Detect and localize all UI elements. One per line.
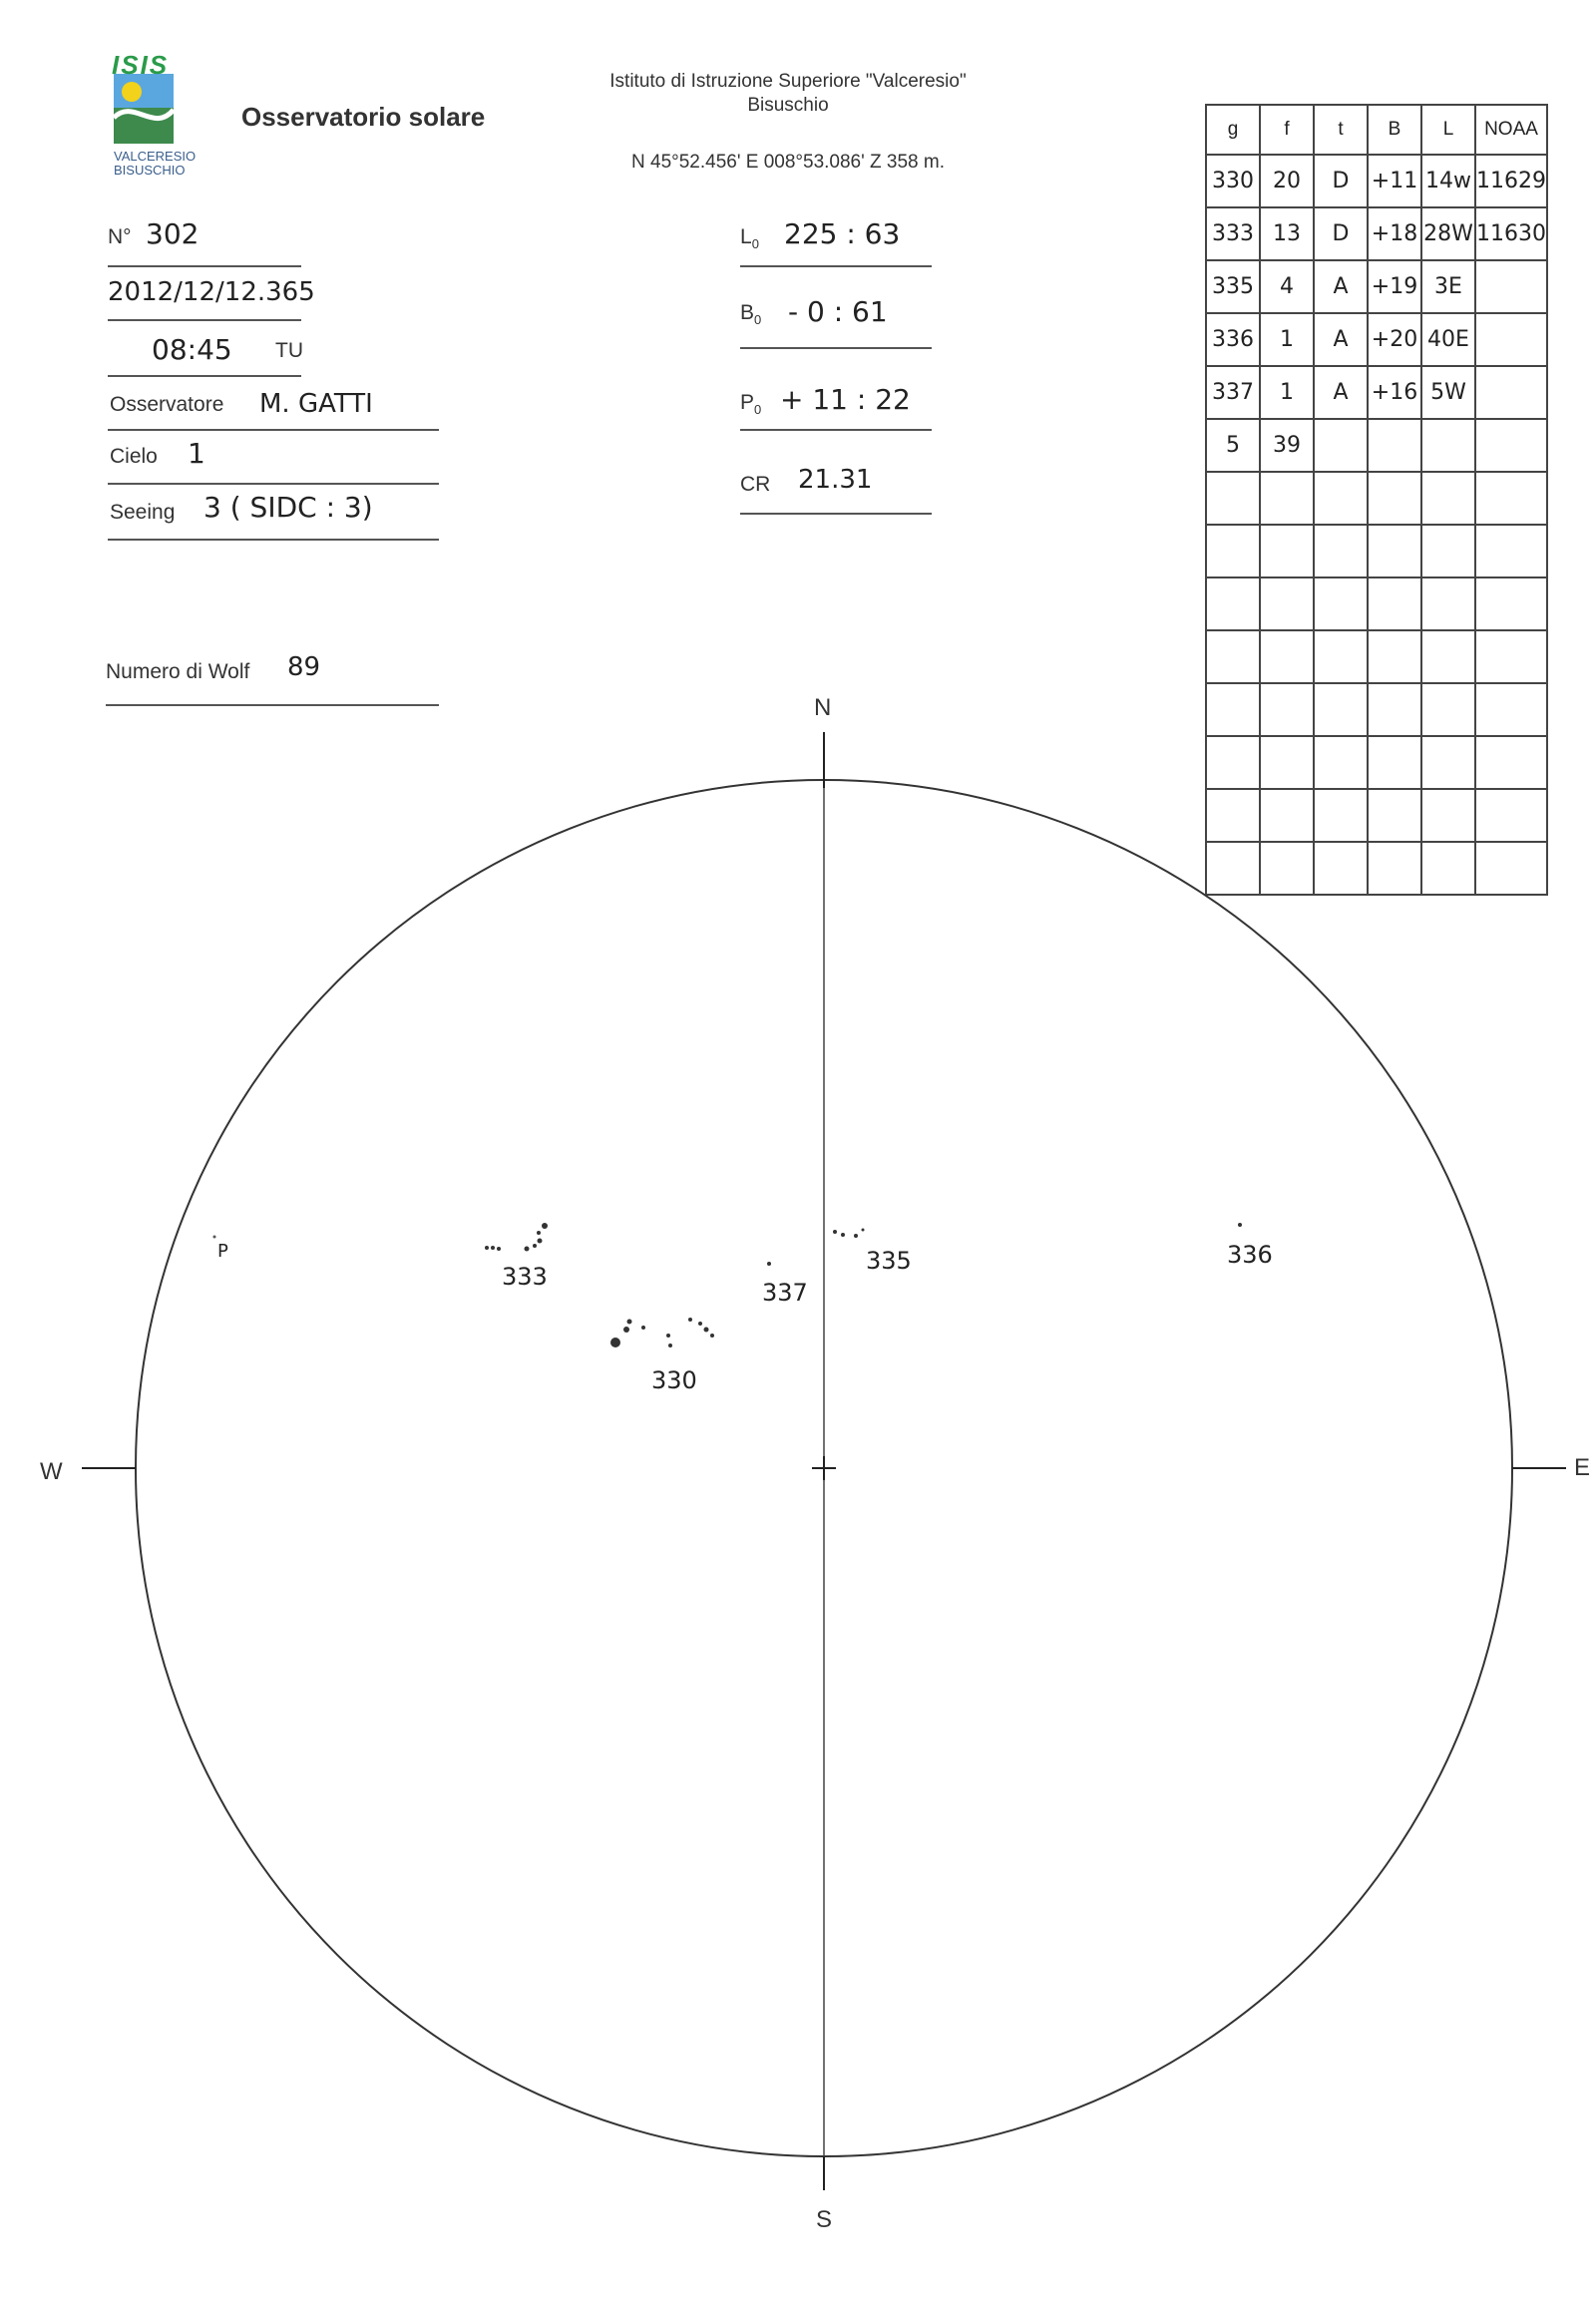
table-row bbox=[1206, 419, 1547, 472]
sky-value: 1 bbox=[188, 437, 205, 470]
observer-line bbox=[108, 429, 439, 431]
header-f: f bbox=[1260, 105, 1314, 155]
cell-t bbox=[1314, 630, 1368, 683]
sunspot-group-336-spots bbox=[1238, 1223, 1242, 1227]
b0-line bbox=[740, 347, 932, 349]
observatory-title: Osservatorio solare bbox=[241, 102, 486, 132]
logo-text: ISIS bbox=[112, 50, 170, 80]
cell-t: A bbox=[1314, 366, 1368, 419]
west-label: W bbox=[40, 1458, 63, 1485]
institute-name: Istituto di Istruzione Superiore "Valceresio" bbox=[609, 71, 967, 92]
institute-header bbox=[519, 70, 1057, 118]
cell-g bbox=[1206, 577, 1260, 630]
l0-label bbox=[740, 225, 759, 251]
south-label: S bbox=[816, 2206, 833, 2233]
sky-line bbox=[108, 483, 439, 485]
cell-b: +18 bbox=[1368, 207, 1421, 260]
institute-town: Bisuschio bbox=[747, 95, 829, 116]
cell-t: D bbox=[1314, 155, 1368, 207]
b0-label bbox=[740, 301, 761, 327]
cell-noaa bbox=[1475, 366, 1547, 419]
time-unit: TU bbox=[275, 339, 303, 362]
header-g: g bbox=[1206, 105, 1260, 155]
cell-b bbox=[1368, 525, 1421, 577]
wolf-label: Numero di Wolf bbox=[106, 660, 250, 683]
cell-g bbox=[1206, 472, 1260, 525]
l0-subscript: 0 bbox=[751, 236, 759, 252]
p0-letter: P bbox=[740, 391, 755, 414]
p0-subscript: 0 bbox=[754, 402, 762, 418]
table-row bbox=[1206, 525, 1547, 577]
header-l: L bbox=[1421, 105, 1475, 155]
cell-noaa: 11629 bbox=[1475, 155, 1547, 207]
header-b: B bbox=[1368, 105, 1421, 155]
cell-g: 330 bbox=[1206, 155, 1260, 207]
cell-noaa bbox=[1475, 577, 1547, 630]
table-row bbox=[1206, 630, 1547, 683]
cell-l: 28W bbox=[1421, 207, 1475, 260]
table-row bbox=[1206, 577, 1547, 630]
cell-g: 335 bbox=[1206, 260, 1260, 313]
time-line bbox=[108, 375, 301, 377]
east-label: E bbox=[1574, 1454, 1591, 1481]
header-t: t bbox=[1314, 105, 1368, 155]
seeing-label: Seeing bbox=[110, 501, 176, 524]
sky-label: Cielo bbox=[110, 445, 158, 468]
cell-t bbox=[1314, 419, 1368, 472]
cell-l: 3E bbox=[1421, 260, 1475, 313]
group-label-337: 337 bbox=[762, 1279, 808, 1307]
cell-t bbox=[1314, 472, 1368, 525]
cell-t: A bbox=[1314, 260, 1368, 313]
site-coordinates: N 45°52.456' E 008°53.086' Z 358 m. bbox=[631, 152, 945, 173]
observer-value: M. GATTI bbox=[259, 389, 373, 419]
cell-noaa bbox=[1475, 260, 1547, 313]
cell-t bbox=[1314, 525, 1368, 577]
cell-noaa bbox=[1475, 419, 1547, 472]
table-row bbox=[1206, 207, 1547, 260]
b0-subscript: 0 bbox=[754, 312, 762, 328]
cell-g: 336 bbox=[1206, 313, 1260, 366]
cell-f bbox=[1260, 630, 1314, 683]
cell-l bbox=[1421, 525, 1475, 577]
date-value: 2012/12/12.365 bbox=[108, 277, 315, 307]
cell-b bbox=[1368, 472, 1421, 525]
l0-value: 225 : 63 bbox=[784, 217, 901, 250]
table-row bbox=[1206, 472, 1547, 525]
cell-f: 1 bbox=[1260, 313, 1314, 366]
cell-t: A bbox=[1314, 313, 1368, 366]
cell-noaa: 11630 bbox=[1475, 207, 1547, 260]
cell-g: 337 bbox=[1206, 366, 1260, 419]
cell-b bbox=[1368, 577, 1421, 630]
cell-f bbox=[1260, 525, 1314, 577]
number-line bbox=[108, 265, 301, 267]
number-label: N° bbox=[108, 225, 132, 248]
table-header-row bbox=[1206, 105, 1547, 155]
cell-b: +11 bbox=[1368, 155, 1421, 207]
cell-g: 333 bbox=[1206, 207, 1260, 260]
cell-noaa bbox=[1475, 525, 1547, 577]
seeing-value: 3 ( SIDC : 3) bbox=[203, 491, 373, 524]
cr-line bbox=[740, 513, 932, 515]
cell-f: 1 bbox=[1260, 366, 1314, 419]
b0-letter: B bbox=[740, 301, 755, 324]
cell-g bbox=[1206, 525, 1260, 577]
cell-l bbox=[1421, 419, 1475, 472]
cr-label: CR bbox=[740, 473, 771, 496]
cell-l bbox=[1421, 577, 1475, 630]
table-row bbox=[1206, 313, 1547, 366]
sunspot-group-337-spots bbox=[767, 1262, 771, 1266]
cell-noaa bbox=[1475, 313, 1547, 366]
cell-l: 40E bbox=[1421, 313, 1475, 366]
p-marker-label: P bbox=[217, 1241, 228, 1262]
l0-letter: L bbox=[740, 225, 752, 248]
cell-l bbox=[1421, 472, 1475, 525]
cell-f: 4 bbox=[1260, 260, 1314, 313]
cell-b: +19 bbox=[1368, 260, 1421, 313]
cell-b bbox=[1368, 419, 1421, 472]
p0-value: + 11 : 22 bbox=[780, 383, 911, 416]
sunspot-group-335-spots bbox=[833, 1229, 865, 1239]
logo-location-line2: BISUSCHIO bbox=[114, 163, 186, 178]
north-label: N bbox=[814, 694, 832, 721]
logo-location-line1: VALCERESIO bbox=[114, 149, 197, 164]
cell-b: +20 bbox=[1368, 313, 1421, 366]
cell-g: 5 bbox=[1206, 419, 1260, 472]
cell-f: 13 bbox=[1260, 207, 1314, 260]
cell-b: +16 bbox=[1368, 366, 1421, 419]
b0-value: - 0 : 61 bbox=[788, 295, 888, 328]
sunspot-group-330-spots bbox=[610, 1318, 714, 1347]
cell-f bbox=[1260, 577, 1314, 630]
table-row bbox=[1206, 366, 1547, 419]
wolf-value: 89 bbox=[287, 652, 321, 682]
seeing-line bbox=[108, 539, 439, 541]
group-label-333: 333 bbox=[502, 1263, 548, 1291]
cell-noaa bbox=[1475, 472, 1547, 525]
number-value: 302 bbox=[146, 217, 200, 250]
cell-b bbox=[1368, 630, 1421, 683]
cell-noaa bbox=[1475, 630, 1547, 683]
time-value: 08:45 bbox=[152, 333, 232, 366]
cell-l bbox=[1421, 630, 1475, 683]
group-label-336: 336 bbox=[1227, 1241, 1273, 1269]
observer-label: Osservatore bbox=[110, 393, 224, 416]
table-row bbox=[1206, 155, 1547, 207]
solar-disk-drawing bbox=[0, 678, 1596, 2300]
group-label-335: 335 bbox=[866, 1247, 912, 1275]
cell-f bbox=[1260, 472, 1314, 525]
p0-line bbox=[740, 429, 932, 431]
cr-value: 21.31 bbox=[798, 465, 873, 495]
group-label-330: 330 bbox=[651, 1366, 697, 1394]
p-marker-dot bbox=[213, 1236, 216, 1239]
cell-t bbox=[1314, 577, 1368, 630]
cell-l: 14w bbox=[1421, 155, 1475, 207]
p0-label bbox=[740, 391, 761, 417]
cell-t: D bbox=[1314, 207, 1368, 260]
l0-line bbox=[740, 265, 932, 267]
date-line bbox=[108, 319, 301, 321]
header-noaa: NOAA bbox=[1475, 105, 1547, 155]
cell-g bbox=[1206, 630, 1260, 683]
cell-f: 39 bbox=[1260, 419, 1314, 472]
sunspot-group-333-spots bbox=[485, 1223, 548, 1252]
cell-l: 5W bbox=[1421, 366, 1475, 419]
cell-f: 20 bbox=[1260, 155, 1314, 207]
table-row bbox=[1206, 260, 1547, 313]
